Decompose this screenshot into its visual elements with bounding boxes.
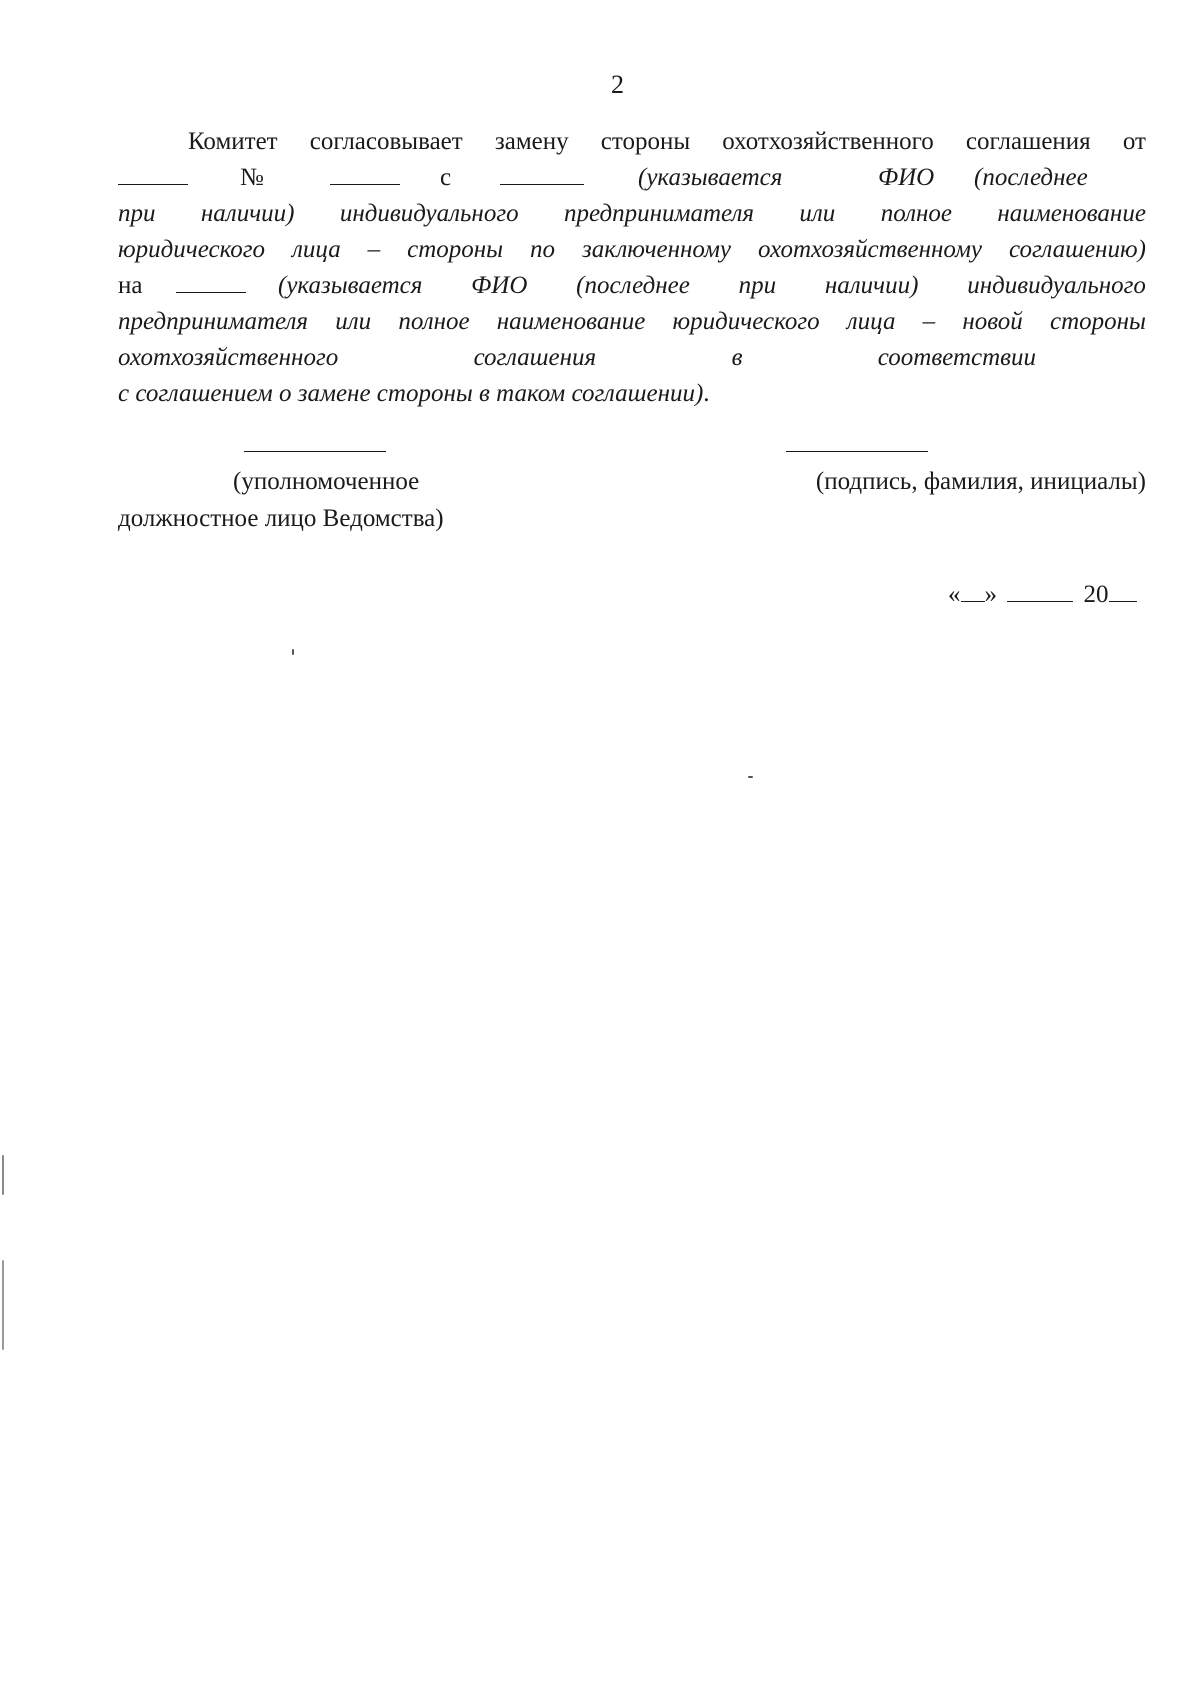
word: предпринимателя <box>563 200 755 227</box>
word: предпринимателя <box>118 308 309 335</box>
blank-number <box>330 160 400 185</box>
word: при <box>118 200 156 227</box>
signature-line-official <box>244 451 386 452</box>
word: наименование <box>496 308 646 335</box>
word: (последнее <box>576 272 690 299</box>
word: по <box>530 236 556 263</box>
word: стороны <box>1049 308 1146 335</box>
word: стороны <box>600 128 691 155</box>
blank-from-party <box>500 160 584 185</box>
word: – <box>922 308 936 335</box>
word: в <box>731 344 743 371</box>
number-sign: № <box>240 164 264 191</box>
final-period: . <box>703 380 710 407</box>
official-caption-line-1: (уполномоченное <box>233 468 420 495</box>
paragraph-line-6 <box>118 304 1146 340</box>
date-field <box>948 577 1137 613</box>
word: новой <box>962 308 1023 335</box>
word: лица <box>846 308 896 335</box>
word: ФИО <box>878 164 935 191</box>
paragraph-line-7 <box>118 340 1036 376</box>
word: при <box>738 272 777 299</box>
paragraph-line-1 <box>188 124 1146 160</box>
word: или <box>799 200 836 227</box>
blank-day <box>961 577 985 602</box>
word: охотхозяйственного <box>118 344 339 371</box>
scan-edge-mark <box>2 1155 4 1195</box>
word: наименование <box>997 200 1146 227</box>
word: соглашения <box>473 344 597 371</box>
paragraph-final-text: с соглашением о замене стороны в таком соглашении) <box>118 380 704 407</box>
signature-line-signature <box>786 451 928 452</box>
word: стороны <box>407 236 504 263</box>
blank-month <box>1007 577 1073 602</box>
word: (указывается <box>638 164 783 191</box>
word: индивидуального <box>967 272 1146 299</box>
word: с <box>440 164 452 191</box>
word: юридического <box>672 308 820 335</box>
blank-new-party <box>176 268 246 293</box>
scan-speck <box>292 649 294 655</box>
word: (указывается <box>278 272 423 299</box>
paragraph-line-2 <box>118 160 1146 196</box>
scan-speck <box>748 776 753 778</box>
word: (последнее <box>974 164 1088 191</box>
scan-edge-mark <box>2 1260 4 1350</box>
word: – <box>367 236 381 263</box>
word: заключенному <box>581 236 732 263</box>
word: Комитет <box>188 128 278 155</box>
word: индивидуального <box>339 200 519 227</box>
blank-year <box>1109 577 1137 602</box>
word: охотхозяйственному <box>757 236 983 263</box>
word: лица <box>292 236 341 263</box>
line-5-words <box>278 268 1146 304</box>
word: охотхозяйственного <box>722 128 934 155</box>
date-open-quote: « <box>948 581 961 608</box>
word: соответствии <box>877 344 1036 371</box>
word: полное <box>880 200 952 227</box>
word: соглашения <box>965 128 1091 155</box>
word: от <box>1122 128 1146 155</box>
word: на <box>118 272 143 299</box>
word: полное <box>398 308 470 335</box>
word: наличии) <box>824 272 919 299</box>
word: соглашению) <box>1008 236 1146 263</box>
paragraph-line-5 <box>118 268 1146 304</box>
word: замену <box>494 128 569 155</box>
word: юридического <box>118 236 266 263</box>
blank-date <box>118 160 188 185</box>
paragraph-line-4 <box>118 232 1146 268</box>
official-caption-line-2: должностное лицо Ведомства) <box>118 505 444 532</box>
year-prefix: 20 <box>1083 581 1109 608</box>
word: наличии) <box>200 200 295 227</box>
signature-caption: (подпись, фамилия, инициалы) <box>815 468 1146 495</box>
paragraph-line-8 <box>118 376 710 412</box>
paragraph-line-3 <box>118 196 1146 232</box>
word: или <box>335 308 372 335</box>
word: ФИО <box>471 272 528 299</box>
word: согласовывает <box>309 128 463 155</box>
page-number: 2 <box>611 70 624 99</box>
date-close-quote: » <box>984 581 997 608</box>
